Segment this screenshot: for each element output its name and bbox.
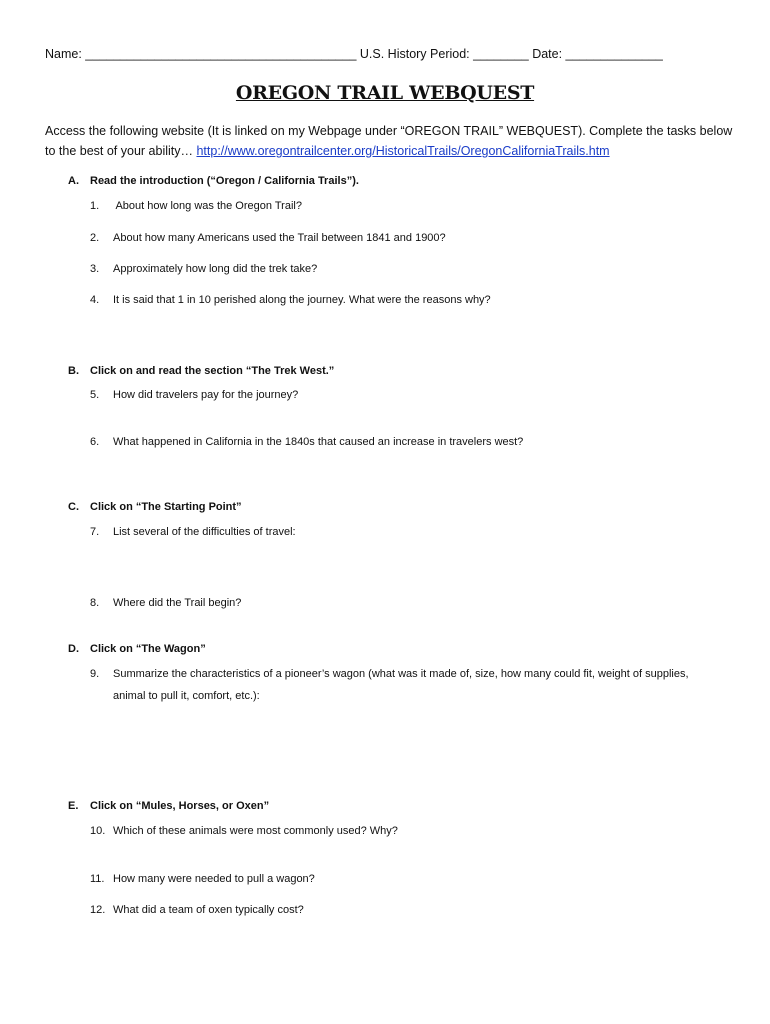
section-b-heading <box>68 365 334 377</box>
question-number: 9. <box>90 668 100 680</box>
section-letter: B. <box>68 365 79 377</box>
question-3 <box>90 258 730 280</box>
question-text: About how many Americans used the Trail between 1841 and 1900? <box>113 232 446 244</box>
question-10 <box>90 820 730 842</box>
question-2 <box>90 227 730 249</box>
question-number: 4. <box>90 294 100 306</box>
question-text: Where did the Trail begin? <box>113 597 242 609</box>
page-title: OREGON TRAIL WEBQUEST <box>235 82 535 104</box>
question-9 <box>90 663 730 707</box>
question-text: What happened in California in the 1840s that caused an increase in travelers west? <box>113 436 524 448</box>
section-letter: A. <box>68 175 79 187</box>
question-number: 10. <box>90 825 106 837</box>
section-letter: E. <box>68 800 79 812</box>
section-d-heading <box>68 643 206 655</box>
question-text: Which of these animals were most commonly used? Why? <box>113 825 398 837</box>
intro-paragraph <box>45 121 735 161</box>
question-5 <box>90 384 730 406</box>
question-1 <box>90 195 730 217</box>
question-text: How did travelers pay for the journey? <box>113 389 299 401</box>
section-c-heading <box>68 501 242 513</box>
question-number: 7. <box>90 526 100 538</box>
question-number: 8. <box>90 597 100 609</box>
section-title: Click on “The Wagon” <box>90 643 206 655</box>
section-title: Click on “The Starting Point” <box>90 501 242 513</box>
section-title: Click on and read the section “The Trek West.” <box>90 365 335 377</box>
question-11 <box>90 868 730 890</box>
question-text: Summarize the characteristics of a pioneer’s wagon (what was it made of, size, how many could fit, weight of supplies, <box>113 668 689 680</box>
question-4 <box>90 289 730 311</box>
webquest-link[interactable]: http://www.oregontrailcenter.org/HistoricalTrails/OregonCaliforniaTrails.htm <box>196 144 610 158</box>
section-e-heading <box>68 800 269 812</box>
question-12 <box>90 899 730 921</box>
question-number: 3. <box>90 263 100 275</box>
section-letter: D. <box>68 643 79 655</box>
question-number: 1. <box>90 200 100 212</box>
intro-text: Access the following website (It is linked on my Webpage under “OREGON TRAIL” WEBQUEST). Complete the tasks below to the best of your ability… <box>45 124 733 158</box>
section-title: Click on “Mules, Horses, or Oxen” <box>90 800 270 812</box>
question-number: 6. <box>90 436 100 448</box>
question-number: 2. <box>90 232 100 244</box>
question-text: Approximately how long did the trek take? <box>113 263 318 275</box>
question-text: How many were needed to pull a wagon? <box>113 873 315 885</box>
question-8 <box>90 592 730 614</box>
question-text: About how long was the Oregon Trail? <box>113 200 302 212</box>
question-number: 5. <box>90 389 100 401</box>
question-7 <box>90 521 730 543</box>
header-fields: Name: _______________________________________ U.S. History Period: ________ Date: ______________ <box>45 47 663 61</box>
section-letter: C. <box>68 501 79 513</box>
question-6 <box>90 431 730 453</box>
section-a-heading <box>68 175 359 187</box>
question-number: 12. <box>90 904 106 916</box>
section-title: Read the introduction (“Oregon / California Trails”). <box>90 175 359 187</box>
question-text: List several of the difficulties of travel: <box>113 526 296 538</box>
question-text-continued: animal to pull it, comfort, etc.): <box>113 690 260 702</box>
question-text: It is said that 1 in 10 perished along the journey. What were the reasons why? <box>113 294 491 306</box>
question-number: 11. <box>90 873 105 885</box>
question-text: What did a team of oxen typically cost? <box>113 904 304 916</box>
